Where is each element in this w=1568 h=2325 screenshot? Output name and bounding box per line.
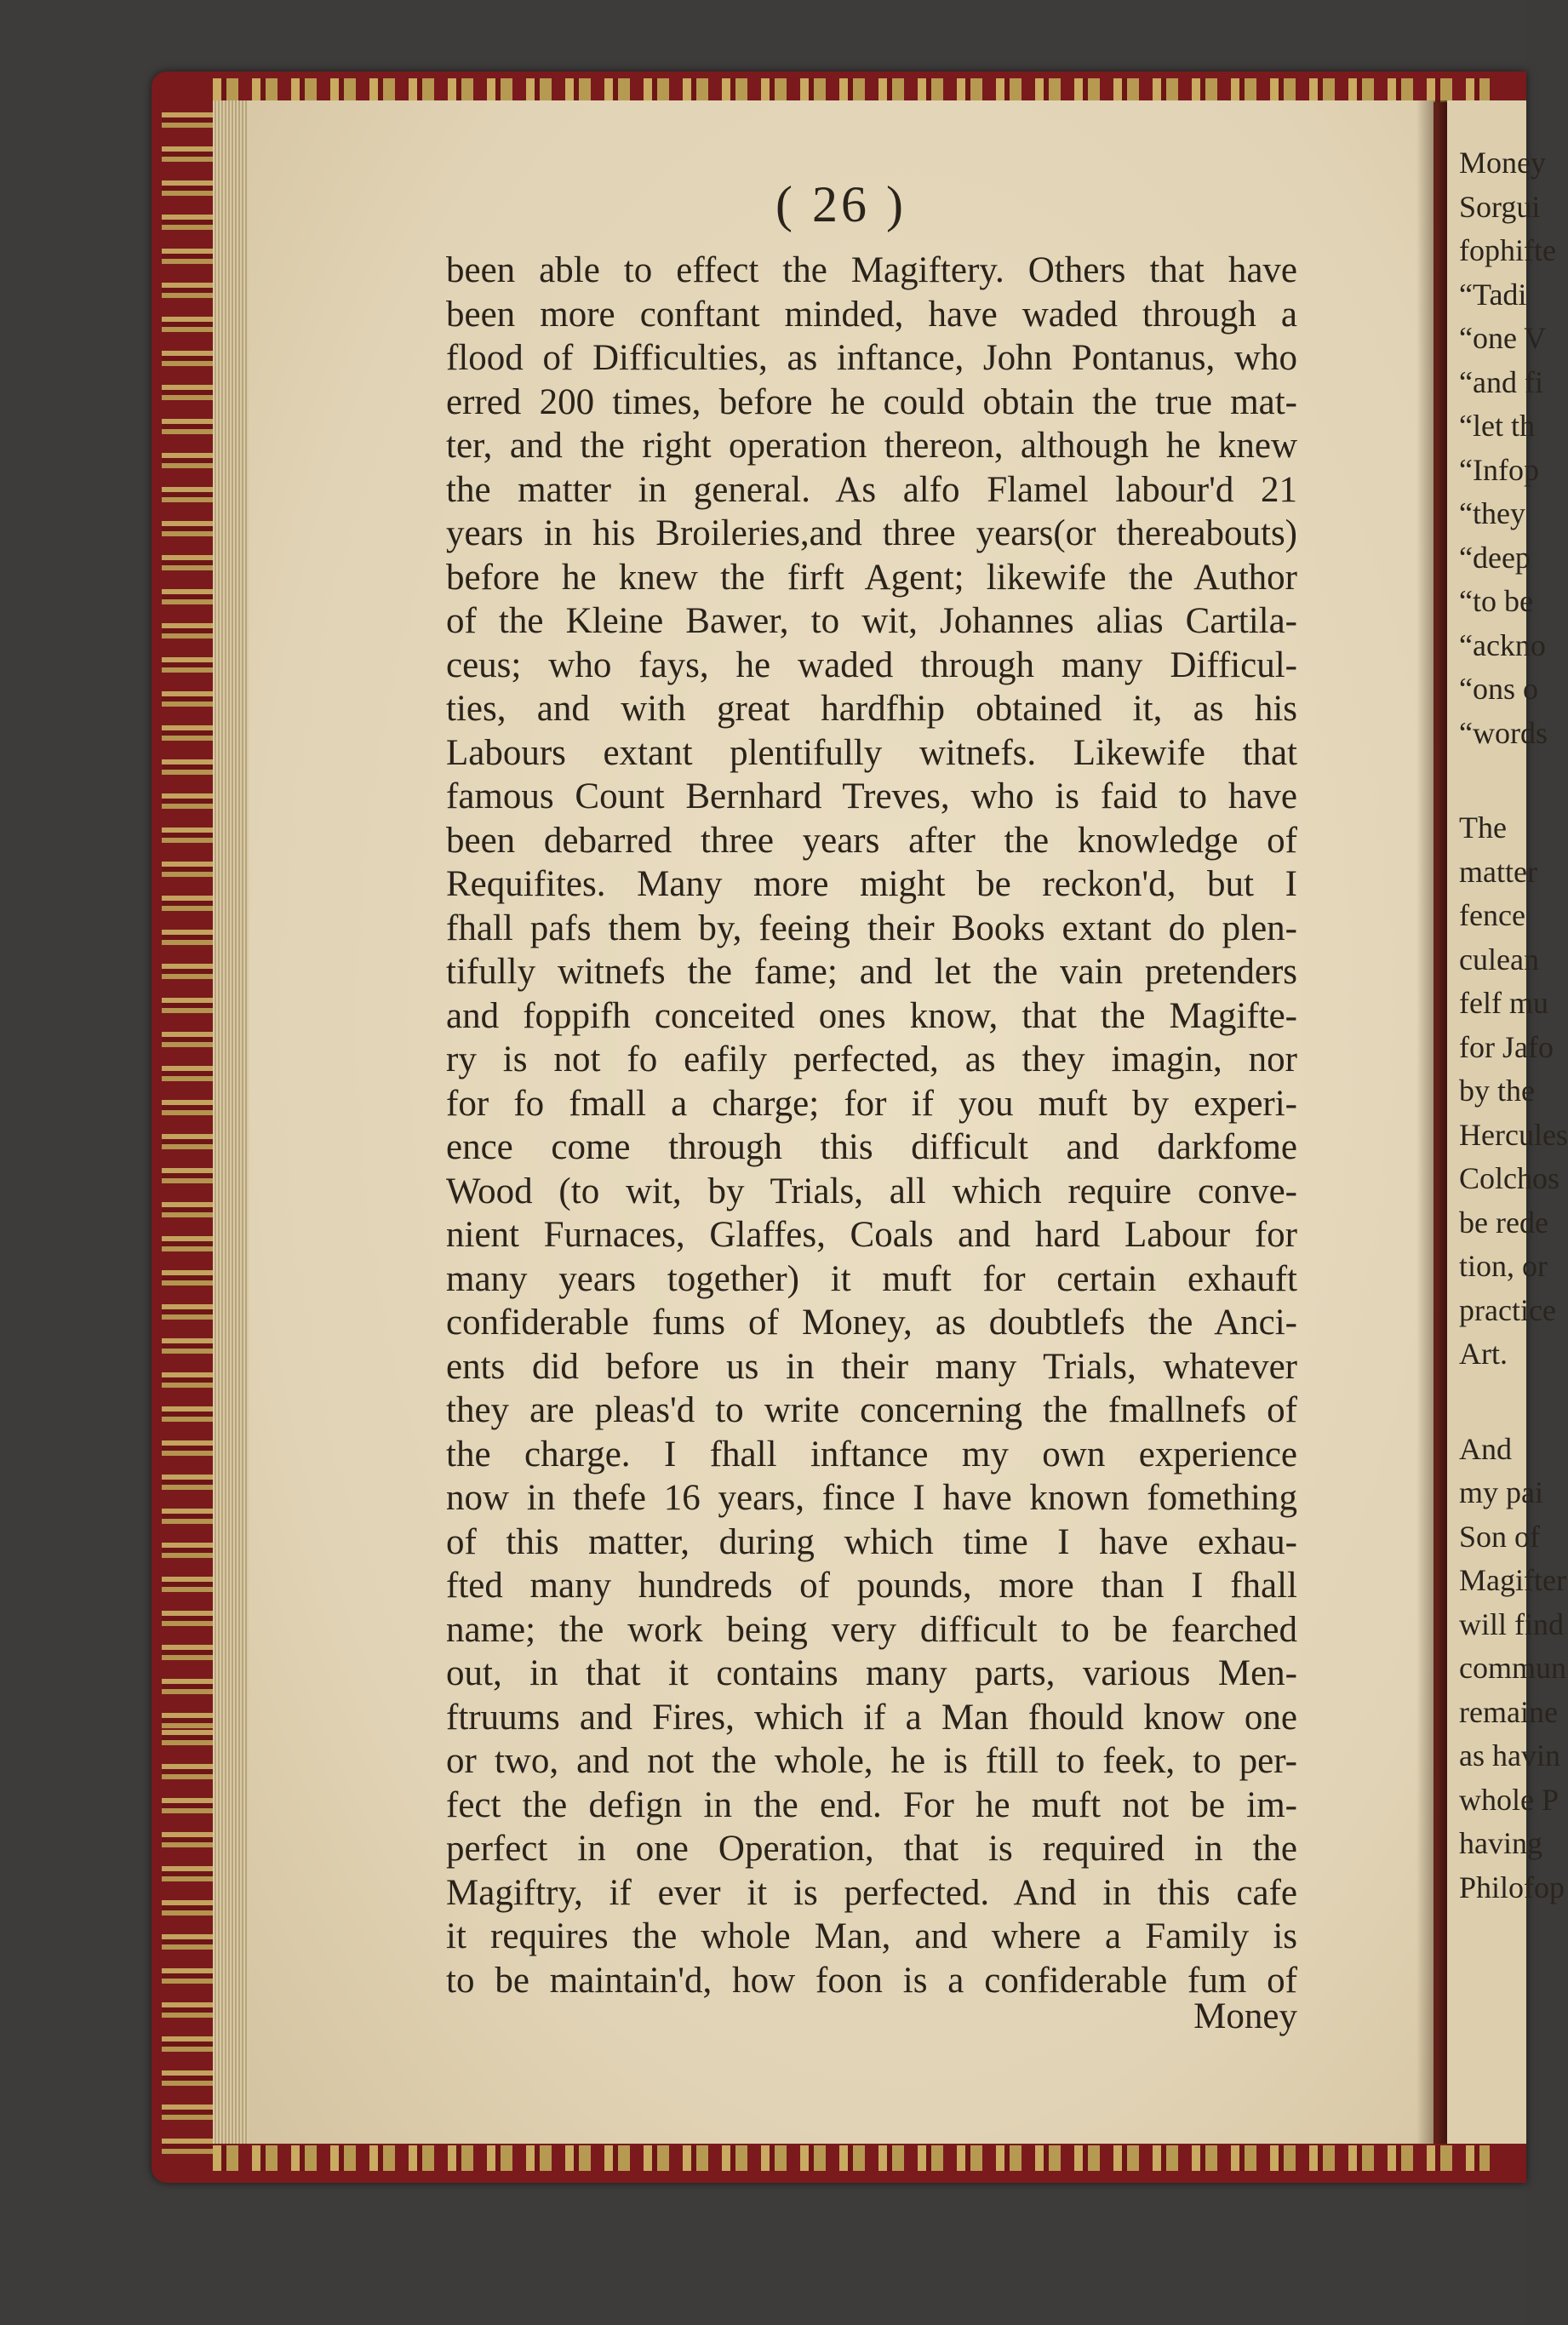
text-line: ceus; who fays, he waded through many Difficul-	[446, 644, 1297, 685]
facing-page-line: my pai	[1459, 1475, 1543, 1509]
text-line: ties, and with great hardfhip obtained it, as his	[446, 689, 1297, 729]
facing-page-line: be rede	[1459, 1205, 1548, 1240]
facing-page-line: remaine	[1459, 1694, 1558, 1729]
text-line: nient Furnaces, Glaffes, Coals and hard Labour for	[446, 1215, 1297, 1255]
text-line: erred 200 times, before he could obtain the true mat-	[446, 381, 1297, 422]
text-line: to be maintain'd, how foon is a confiderable fum of	[446, 1960, 1297, 2001]
facing-page-line: “and fi	[1459, 364, 1543, 399]
facing-page-fragment	[1447, 100, 1568, 2144]
facing-page-line: practice	[1459, 1292, 1556, 1327]
page-number: ( 26 )	[775, 176, 907, 232]
facing-page-line: whole P	[1459, 1782, 1559, 1817]
text-line: famous Count Bernhard Treves, who is faid to have	[446, 776, 1297, 816]
gutter-shadow	[1416, 100, 1451, 2144]
facing-page-line: will find	[1459, 1606, 1564, 1641]
text-block	[446, 249, 1297, 2002]
text-line: for fo fmall a charge; for if you muft by experi-	[446, 1083, 1297, 1124]
gilt-border-bottom	[213, 2145, 1490, 2171]
facing-page-line: “to be	[1459, 584, 1533, 618]
text-line: ry is not fo eafily perfected, as they imagin, nor	[446, 1039, 1297, 1079]
text-line: Requifites. Many more might be reckon'd, but I	[446, 864, 1297, 904]
facing-page-line: matter	[1459, 854, 1537, 889]
text-line: or two, and not the whole, he is ftill to feek, to per-	[446, 1741, 1297, 1781]
facing-page-line: Money	[1459, 146, 1546, 180]
text-line: fect the defign in the end. For he muft not be im-	[446, 1784, 1297, 1825]
facing-page-line: Hercules	[1459, 1117, 1568, 1152]
text-line: fhall pafs them by, feeing their Books extant do plen-	[446, 908, 1297, 948]
facing-page-line: “let th	[1459, 409, 1535, 443]
text-line: of the Kleine Bawer, to wit, Johannes alias Cartila-	[446, 601, 1297, 641]
text-line: ftruums and Fires, which if a Man fhould know one	[446, 1697, 1297, 1738]
text-line: perfect in one Operation, that is required in the	[446, 1829, 1297, 1869]
text-line: tifully witnefs the fame; and let the vain pretenders	[446, 952, 1297, 992]
text-line: it requires the whole Man, and where a Family is	[446, 1916, 1297, 1956]
gilt-border-top	[213, 78, 1490, 102]
facing-page-line: Sorgui	[1459, 189, 1541, 224]
text-line: the matter in general. As alfo Flamel labour'd 21	[446, 469, 1297, 510]
facing-page-line: Magifter	[1459, 1563, 1566, 1597]
text-line: flood of Difficulties, as inftance, John Pontanus, who	[446, 338, 1297, 378]
facing-page-line: Colchos	[1459, 1161, 1560, 1195]
facing-page-line: Philofop	[1459, 1870, 1565, 1904]
facing-page-line: commun	[1459, 1651, 1566, 1685]
text-line: Magiftry, if ever it is perfected. And in this cafe	[446, 1872, 1297, 1913]
facing-page-line: “ons o	[1459, 672, 1538, 706]
gilt-border-left-lower	[162, 1728, 213, 2154]
text-line: name; the work being very difficult to be fearched	[446, 1609, 1297, 1650]
facing-page-line: “they	[1459, 496, 1525, 530]
gilt-border-left	[162, 94, 213, 1728]
facing-page-line: “words	[1459, 715, 1548, 750]
text-line: years in his Broileries,and three years(or thereabouts)	[446, 513, 1297, 553]
text-line: fted many hundreds of pounds, more than I fhall	[446, 1566, 1297, 1606]
facing-page-line: as havin	[1459, 1738, 1560, 1772]
text-line: been more conftant minded, have waded through a	[446, 294, 1297, 335]
facing-page-line: fophifte	[1459, 233, 1556, 267]
facing-page-line: for Jafo	[1459, 1029, 1554, 1064]
facing-page-line: “Infop	[1459, 452, 1539, 487]
facing-page-line: felf mu	[1459, 986, 1548, 1020]
facing-page-line: “ackno	[1459, 627, 1546, 662]
page-edges	[213, 100, 250, 2144]
text-line: the charge. I fhall inftance my own experience	[446, 1434, 1297, 1475]
text-line: ence come through this difficult and darkfome	[446, 1127, 1297, 1167]
facing-page-line: “one V	[1459, 321, 1547, 355]
text-line: out, in that it contains many parts, various Men-	[446, 1653, 1297, 1693]
facing-page-line: “deep	[1459, 540, 1531, 575]
facing-page-line: Son of	[1459, 1519, 1541, 1554]
text-line: and foppifh conceited ones know, that the Magifte-	[446, 995, 1297, 1036]
text-line: Labours extant plentifully witnefs. Likewife that	[446, 732, 1297, 773]
text-line: Wood (to wit, by Trials, all which require conve-	[446, 1171, 1297, 1211]
left-page	[249, 100, 1434, 2144]
facing-page-line: tion, or	[1459, 1249, 1548, 1283]
facing-page-line: The	[1459, 810, 1507, 845]
text-line: confiderable fums of Money, as doubtlefs the Anci-	[446, 1303, 1297, 1343]
text-line: ents did before us in their many Trials, whatever	[446, 1346, 1297, 1387]
catchword: Money	[1193, 1996, 1297, 2036]
facing-page-line: Art.	[1459, 1337, 1508, 1371]
facing-page-line: And	[1459, 1431, 1512, 1466]
text-line: ter, and the right operation thereon, although he knew	[446, 426, 1297, 466]
text-line: they are pleas'd to write concerning the fmallnefs of	[446, 1390, 1297, 1430]
text-line: many years together) it muft for certain exhauft	[446, 1258, 1297, 1299]
facing-page-line: “Tadi	[1459, 277, 1527, 312]
text-line: of this matter, during which time I have exhau-	[446, 1521, 1297, 1562]
text-line: before he knew the firft Agent; likewife the Author	[446, 557, 1297, 598]
facing-page-line: culean	[1459, 942, 1539, 976]
text-line: been able to effect the Magiftery. Others that have	[446, 250, 1297, 290]
facing-page-line: by the	[1459, 1074, 1535, 1108]
facing-page-line: fence	[1459, 898, 1525, 932]
text-line: been debarred three years after the knowledge of	[446, 820, 1297, 861]
facing-page-line: having	[1459, 1826, 1542, 1860]
text-line: now in thefe 16 years, fince I have known fomething	[446, 1478, 1297, 1518]
